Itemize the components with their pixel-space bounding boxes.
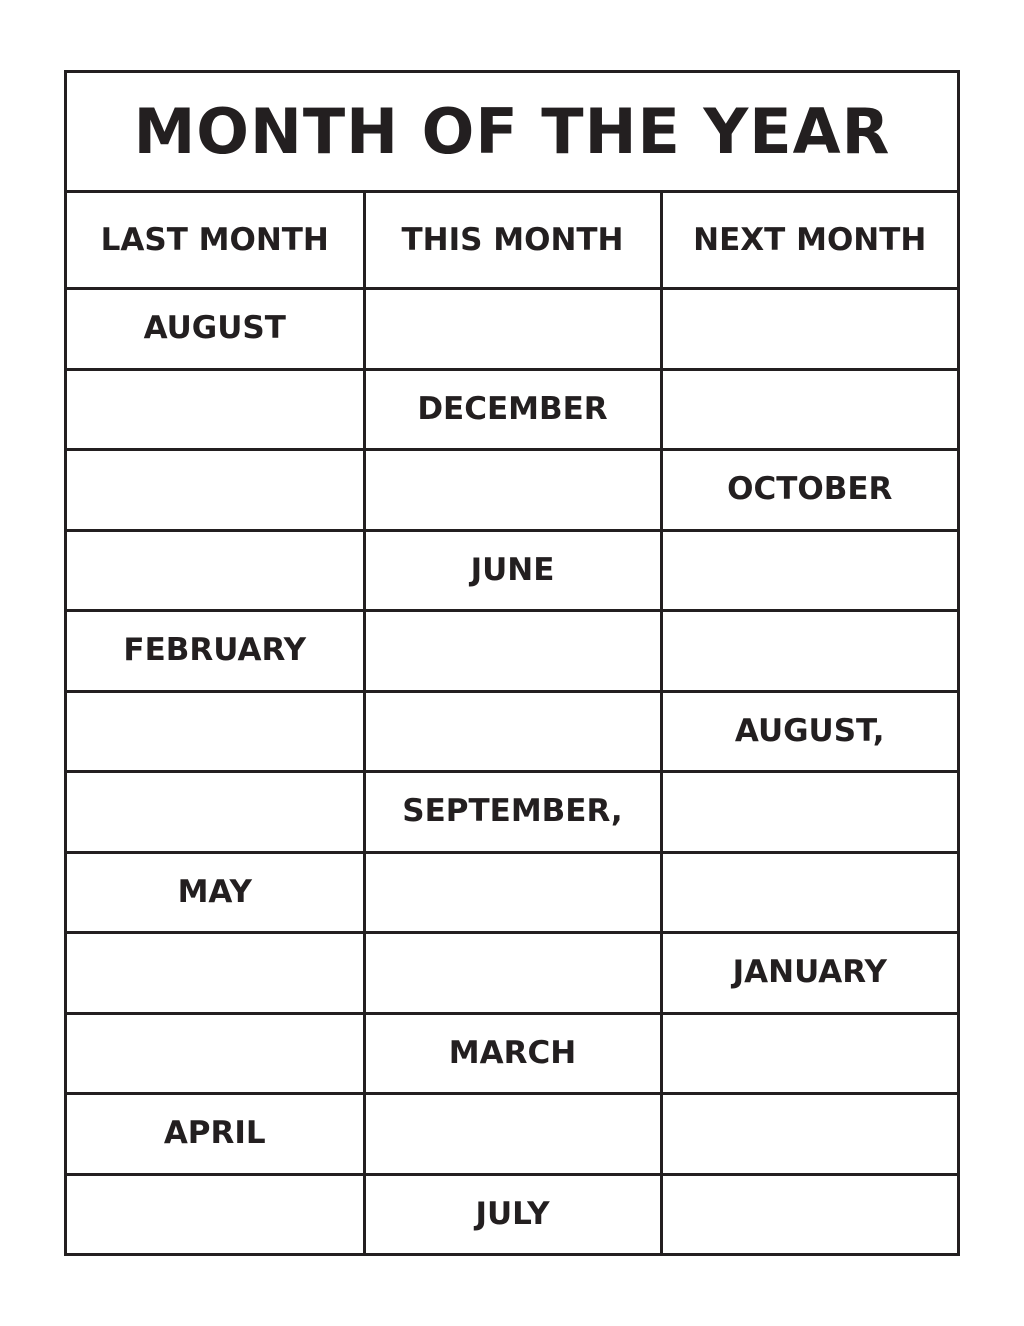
cell-this-month <box>364 933 661 1014</box>
cell-last-month <box>67 691 364 772</box>
cell-next-month: AUGUST, <box>661 691 957 772</box>
cell-next-month <box>661 369 957 450</box>
table-row <box>67 933 957 1014</box>
header-row <box>67 193 957 289</box>
cell-next-month <box>661 852 957 933</box>
header-this-month: THIS MONTH <box>364 193 661 289</box>
cell-next-month <box>661 1013 957 1094</box>
cell-next-month <box>661 530 957 611</box>
cell-last-month: MAY <box>67 852 364 933</box>
cell-this-month: JULY <box>364 1174 661 1253</box>
cell-last-month <box>67 772 364 853</box>
cell-next-month <box>661 611 957 692</box>
cell-last-month: APRIL <box>67 1094 364 1175</box>
cell-last-month <box>67 450 364 531</box>
cell-this-month <box>364 450 661 531</box>
title-row <box>67 73 957 193</box>
cell-this-month: JUNE <box>364 530 661 611</box>
cell-last-month <box>67 933 364 1014</box>
cell-this-month: DECEMBER <box>364 369 661 450</box>
worksheet-title: MONTH OF THE YEAR <box>133 94 891 168</box>
cell-this-month <box>364 852 661 933</box>
header-next-month: NEXT MONTH <box>661 193 957 289</box>
table-row <box>67 530 957 611</box>
cell-this-month <box>364 691 661 772</box>
header-last-month: LAST MONTH <box>67 193 364 289</box>
cell-this-month <box>364 611 661 692</box>
table-row <box>67 852 957 933</box>
table-row <box>67 1013 957 1094</box>
table-row <box>67 772 957 853</box>
cell-next-month <box>661 1174 957 1253</box>
cell-last-month: AUGUST <box>67 289 364 370</box>
cell-last-month <box>67 369 364 450</box>
table-row <box>67 691 957 772</box>
table-row <box>67 369 957 450</box>
cell-last-month <box>67 1013 364 1094</box>
table-row <box>67 450 957 531</box>
cell-last-month <box>67 530 364 611</box>
cell-this-month: MARCH <box>364 1013 661 1094</box>
months-table <box>67 193 957 1253</box>
cell-next-month: JANUARY <box>661 933 957 1014</box>
cell-next-month <box>661 289 957 370</box>
cell-last-month: FEBRUARY <box>67 611 364 692</box>
table-row <box>67 611 957 692</box>
table-row <box>67 1174 957 1253</box>
cell-next-month <box>661 1094 957 1175</box>
cell-next-month: OCTOBER <box>661 450 957 531</box>
cell-last-month <box>67 1174 364 1253</box>
cell-next-month <box>661 772 957 853</box>
table-row <box>67 289 957 370</box>
cell-this-month: SEPTEMBER, <box>364 772 661 853</box>
table-row <box>67 1094 957 1175</box>
cell-this-month <box>364 1094 661 1175</box>
cell-this-month <box>364 289 661 370</box>
worksheet <box>64 70 960 1256</box>
